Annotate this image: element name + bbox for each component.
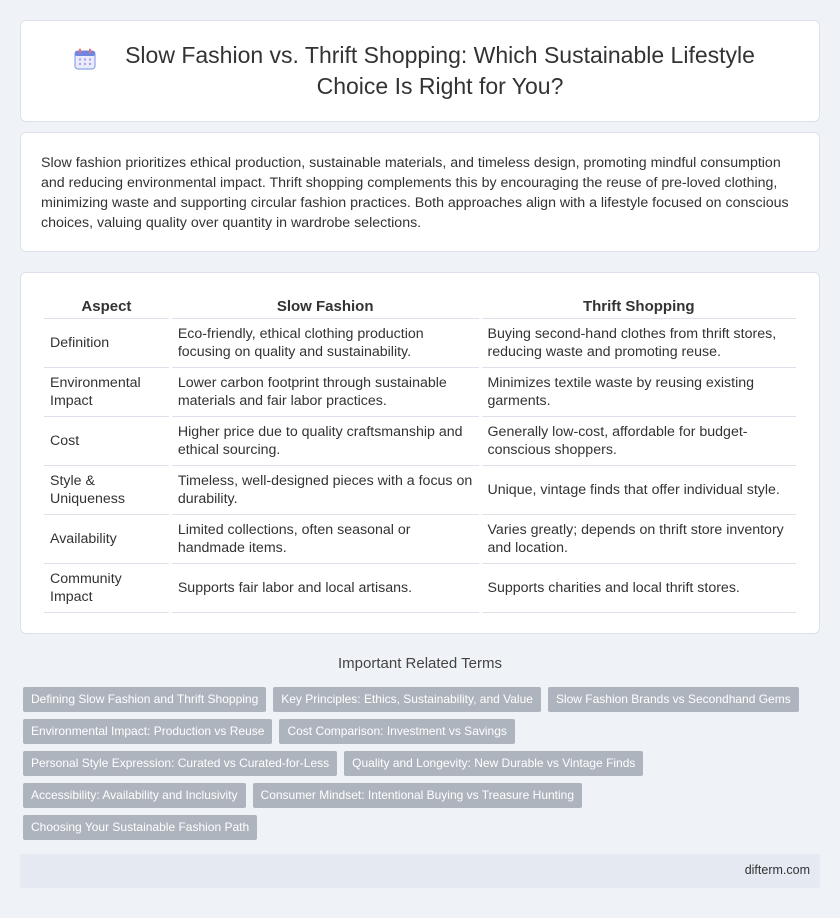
row-thrift-shopping: Varies greatly; depends on thrift store inventory and location. xyxy=(482,515,796,564)
related-terms-heading: Important Related Terms xyxy=(338,655,502,672)
related-terms-list xyxy=(23,687,823,847)
related-term-tag[interactable]: Defining Slow Fashion and Thrift Shopping xyxy=(23,687,266,712)
related-term-tag[interactable]: Consumer Mindset: Intentional Buying vs Treasure Hunting xyxy=(253,783,583,808)
header-slow-fashion: Slow Fashion xyxy=(172,293,479,319)
footer-bar xyxy=(20,854,820,888)
row-thrift-shopping: Supports charities and local thrift stores. xyxy=(482,564,796,613)
row-aspect: Availability xyxy=(44,515,169,564)
table-row xyxy=(44,466,796,515)
related-term-tag[interactable]: Personal Style Expression: Curated vs Curated-for-Less xyxy=(23,751,337,776)
footer-site-link[interactable]: difterm.com xyxy=(744,863,810,877)
row-slow-fashion: Limited collections, often seasonal or handmade items. xyxy=(172,515,479,564)
row-slow-fashion: Eco-friendly, ethical clothing production focusing on quality and sustainability. xyxy=(172,319,479,368)
row-aspect: Definition xyxy=(44,319,169,368)
page-title: Slow Fashion vs. Thrift Shopping: Which Sustainable Lifestyle Choice Is Right for You? xyxy=(125,42,755,99)
related-term-tag[interactable]: Cost Comparison: Investment vs Savings xyxy=(279,719,514,744)
related-term-tag[interactable]: Accessibility: Availability and Inclusivity xyxy=(23,783,246,808)
related-term-tag[interactable]: Choosing Your Sustainable Fashion Path xyxy=(23,815,257,840)
table-header-row xyxy=(44,293,796,319)
row-thrift-shopping: Minimizes textile waste by reusing existing garments. xyxy=(482,368,796,417)
table-row xyxy=(44,564,796,613)
row-slow-fashion: Supports fair labor and local artisans. xyxy=(172,564,479,613)
row-aspect: Environmental Impact xyxy=(44,368,169,417)
row-slow-fashion: Timeless, well-designed pieces with a focus on durability. xyxy=(172,466,479,515)
related-term-tag[interactable]: Slow Fashion Brands vs Secondhand Gems xyxy=(548,687,799,712)
intro-card xyxy=(20,132,820,252)
row-aspect: Style & Uniqueness xyxy=(44,466,169,515)
table-row xyxy=(44,417,796,466)
related-term-tag[interactable]: Key Principles: Ethics, Sustainability, and Value xyxy=(273,687,541,712)
row-aspect: Community Impact xyxy=(44,564,169,613)
header-thrift-shopping: Thrift Shopping xyxy=(482,293,796,319)
related-term-tag[interactable]: Quality and Longevity: New Durable vs Vintage Finds xyxy=(344,751,643,776)
row-slow-fashion: Higher price due to quality craftsmanship and ethical sourcing. xyxy=(172,417,479,466)
comparison-table xyxy=(41,293,799,613)
related-term-tag[interactable]: Environmental Impact: Production vs Reuse xyxy=(23,719,272,744)
table-row xyxy=(44,368,796,417)
row-thrift-shopping: Unique, vintage finds that offer individual style. xyxy=(482,466,796,515)
row-thrift-shopping: Generally low-cost, affordable for budget-conscious shoppers. xyxy=(482,417,796,466)
intro-paragraph: Slow fashion prioritizes ethical production, sustainable materials, and timeless design, promoting mindful consumption and reducing environmental impact. Thrift shopping complements this by encouraging the reuse of pre-loved clothing, minimizing waste and supporting circular fashion practices. Both approaches align with a lifestyle focused on conscious choices, valuing quality over quantity in wardrobe selections. xyxy=(41,155,789,231)
header-aspect: Aspect xyxy=(44,293,169,319)
header-card xyxy=(20,20,820,122)
table-row xyxy=(44,319,796,368)
table-row xyxy=(44,515,796,564)
row-thrift-shopping: Buying second-hand clothes from thrift stores, reducing waste and promoting reuse. xyxy=(482,319,796,368)
row-slow-fashion: Lower carbon footprint through sustainable materials and fair labor practices. xyxy=(172,368,479,417)
row-aspect: Cost xyxy=(44,417,169,466)
comparison-card xyxy=(20,272,820,634)
